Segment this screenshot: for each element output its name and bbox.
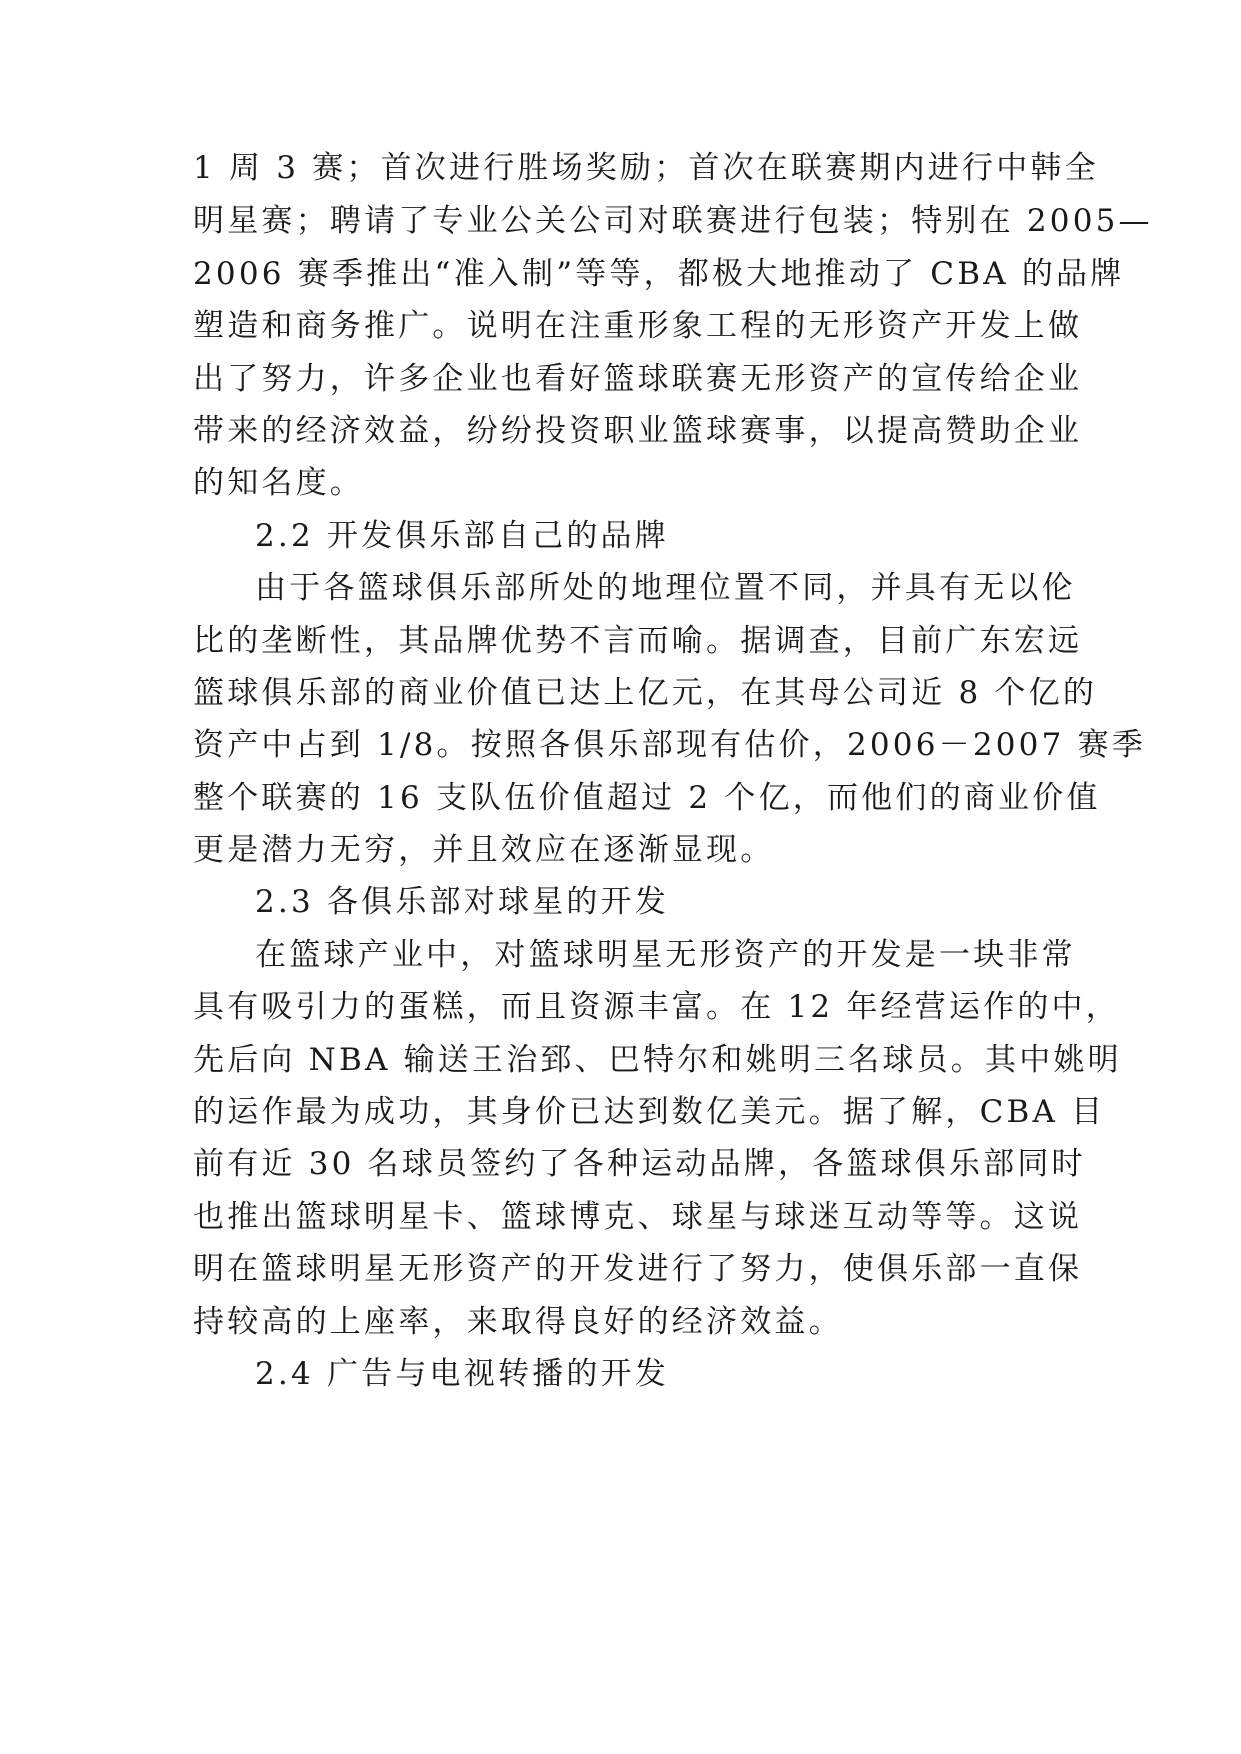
text-line: 具有吸引力的蛋糕，而且资源丰富。在 12 年经营运作的中， (193, 989, 1120, 1025)
text-line: 篮球俱乐部的商业价值已达上亿元，在其母公司近 8 个亿的 (193, 675, 1098, 711)
section-heading-2-4: 2.4 广告与电视转播的开发 (255, 1356, 669, 1392)
text-line: 的运作最为成功，其身价已达到数亿美元。据了解，CBA 目 (193, 1094, 1106, 1130)
text-line: 资产中占到 1/8。按照各俱乐部现有估价，2006－2007 赛季 (193, 727, 1146, 763)
text-line: 先后向 NBA 输送王治郅、巴特尔和姚明三名球员。其中姚明 (193, 1042, 1122, 1078)
text-line: 1 周 3 赛；首次进行胜场奖励；首次在联赛期内进行中韩全 (193, 150, 1099, 186)
text-line: 明在篮球明星无形资产的开发进行了努力，使俱乐部一直保 (193, 1251, 1083, 1287)
text-line: 由于各篮球俱乐部所处的地理位置不同，并具有无以伦 (255, 570, 1076, 606)
text-line: 更是潜力无穷，并且效应在逐渐显现。 (193, 832, 775, 868)
text-line: 塑造和商务推广。说明在注重形象工程的无形资产开发上做 (193, 308, 1083, 344)
text-line: 比的垄断性，其品牌优势不言而喻。据调查，目前广东宏远 (193, 623, 1083, 659)
text-line: 持较高的上座率，来取得良好的经济效益。 (193, 1304, 843, 1340)
text-line: 带来的经济效益，纷纷投资职业篮球赛事，以提高赞助企业 (193, 413, 1083, 449)
text-line: 在篮球产业中，对篮球明星无形资产的开发是一块非常 (255, 937, 1076, 973)
text-line: 整个联赛的 16 支队伍价值超过 2 个亿，而他们的商业价值 (193, 780, 1101, 816)
section-heading-2-2: 2.2 开发俱乐部自己的品牌 (255, 518, 669, 554)
text-line: 的知名度。 (193, 465, 364, 501)
section-heading-2-3: 2.3 各俱乐部对球星的开发 (255, 884, 669, 920)
text-line: 前有近 30 名球员签约了各种运动品牌，各篮球俱乐部同时 (193, 1146, 1086, 1182)
text-line: 2006 赛季推出“准入制”等等，都极大地推动了 CBA 的品牌 (193, 256, 1125, 292)
text-line: 出了努力，许多企业也看好篮球联赛无形资产的宣传给企业 (193, 361, 1083, 397)
text-line: 也推出篮球明星卡、篮球博克、球星与球迷互动等等。这说 (193, 1199, 1083, 1235)
text-line: 明星赛；聘请了专业公关公司对联赛进行包装；特别在 2005— (193, 203, 1153, 239)
